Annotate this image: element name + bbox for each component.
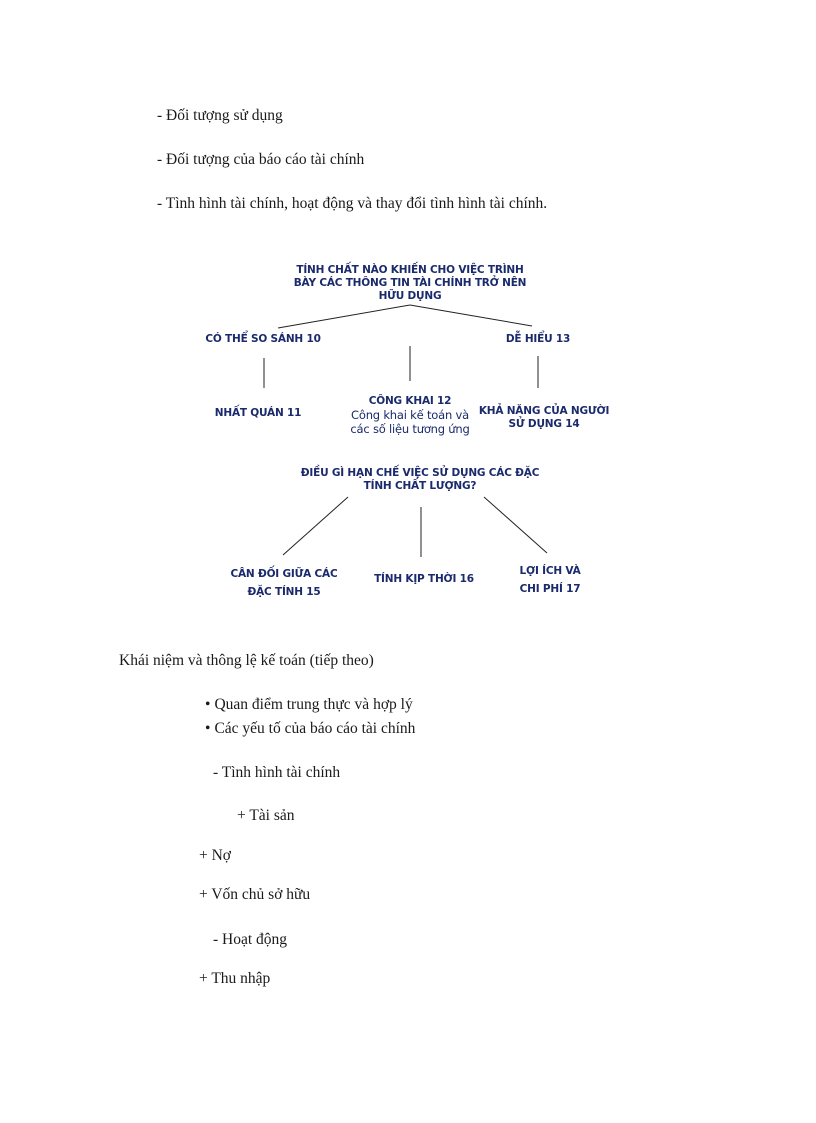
- item-liabilities: + Nợ: [199, 847, 232, 864]
- diagram-node-user-ability: [478, 405, 610, 431]
- diagram-node-disclosure: [338, 395, 482, 436]
- diagram-disclosure-desc: [338, 408, 482, 436]
- bullet-item-fair-view: [205, 696, 413, 714]
- list-item-users: - Đối tượng sử dụng: [157, 107, 283, 124]
- diagram-balance-line-2: ĐẶC TÍNH 15: [247, 586, 321, 598]
- bullet-item-report-elements: [205, 720, 415, 738]
- diagram-node-balance: [222, 565, 346, 601]
- diagram-limit-line-2: TÍNH CHẤT LƯỢNG?: [363, 480, 477, 492]
- connector-root-compare: [278, 305, 410, 328]
- diagram-benefit-line-2: CHI PHÍ 17: [519, 583, 581, 595]
- item-income: + Thu nhập: [199, 970, 271, 987]
- diagram-disclosure-desc-line-1: Công khai kế toán và: [351, 408, 469, 422]
- diagram-root-line-1: TÍNH CHẤT NÀO KHIẾN CHO VIỆC TRÌNH: [296, 264, 524, 276]
- item-financial-position: - Tình hình tài chính: [213, 764, 341, 781]
- bullet-item-report-elements-text: Các yếu tố của báo cáo tài chính: [214, 720, 416, 737]
- diagram-root-line-3: HỮU DỤNG: [378, 290, 442, 302]
- diagram-disclosure-desc-line-2: các số liệu tương ứng: [350, 422, 470, 436]
- diagram-limit-question: [290, 467, 550, 493]
- connector-limit-benefit: [484, 497, 547, 553]
- list-item-report-subject: - Đối tượng của báo cáo tài chính: [157, 151, 365, 168]
- list-item-financial-situation: - Tình hình tài chính, hoạt động và thay đổi tình hình tài chính.: [157, 195, 548, 212]
- item-operations: - Hoạt động: [213, 931, 288, 948]
- diagram-benefit-line-1: LỢI ÍCH VÀ: [519, 565, 581, 577]
- diagram-user-ability-line-1: KHẢ NĂNG CỦA NGƯỜI: [478, 405, 610, 417]
- diagram-node-consistency: NHẤT QUÁN 11: [214, 407, 302, 419]
- diagram-disclosure-title: CÔNG KHAI 12: [368, 395, 452, 407]
- item-assets: + Tài sản: [237, 807, 295, 824]
- item-equity: + Vốn chủ sở hữu: [199, 886, 311, 903]
- diagram-node-compare: CÓ THỂ SO SÁNH 10: [205, 333, 321, 345]
- diagram-user-ability-line-2: SỬ DỤNG 14: [508, 418, 580, 430]
- diagram-root-line-2: BÀY CÁC THÔNG TIN TÀI CHÍNH TRỞ NÊN: [293, 277, 527, 289]
- diagram-balance-line-1: CÂN ĐỐI GIỮA CÁC: [230, 568, 338, 580]
- connector-root-understand: [410, 305, 532, 326]
- diagram-root-node: [290, 264, 530, 303]
- connector-limit-balance: [283, 497, 348, 555]
- diagram-limit-line-1: ĐIỀU GÌ HẠN CHẾ VIỆC SỬ DỤNG CÁC ĐẶC: [300, 467, 540, 479]
- diagram-node-benefit-cost: [504, 562, 596, 598]
- diagram-node-understand: DỄ HIỂU 13: [505, 333, 571, 345]
- bullet-item-fair-view-text: Quan điểm trung thực và hợp lý: [214, 696, 413, 713]
- diagram-node-timeliness: TÍNH KỊP THỜI 16: [374, 573, 474, 585]
- section-title: Khái niệm và thông lệ kế toán (tiếp theo): [119, 652, 374, 669]
